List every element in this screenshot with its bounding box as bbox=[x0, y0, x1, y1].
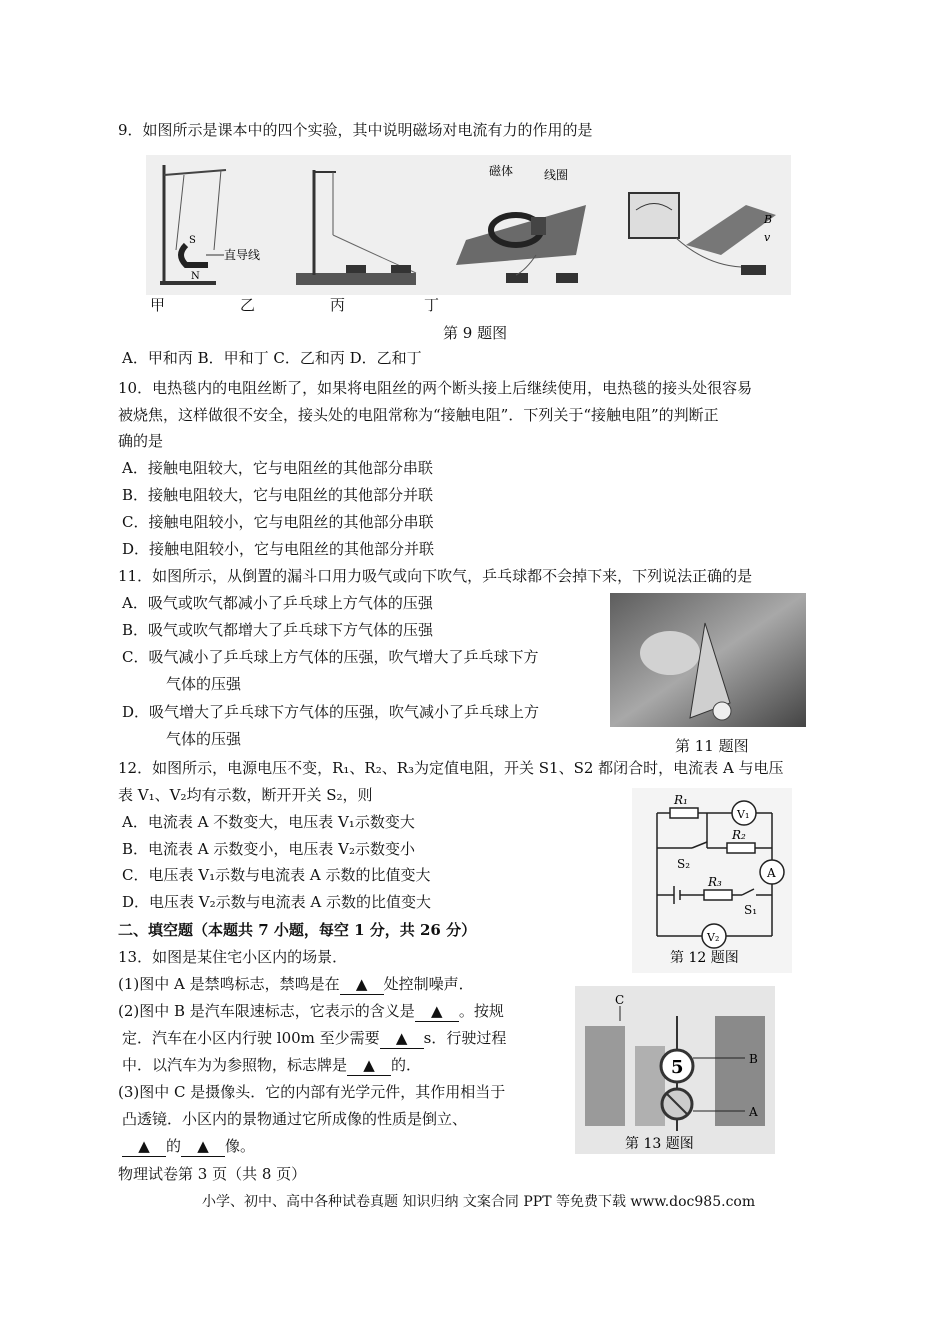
q9-fig-label-jia: 甲 bbox=[150, 296, 166, 314]
q12-V1-label: V₁ bbox=[737, 808, 750, 821]
q13-blank-2[interactable]: ▲ bbox=[415, 1001, 459, 1022]
q13-blank-3[interactable]: ▲ bbox=[380, 1028, 424, 1049]
q10-option-d: D．接触电阻较小，它与电阻丝的其他部分并联 bbox=[122, 540, 435, 558]
q9-B-label: B bbox=[764, 213, 773, 226]
q11-option-d: D．吸气增大了乒乓球下方气体的压强，吹气减小了乒乓球上方 bbox=[122, 703, 540, 721]
q12-option-a: A．电流表 A 不数变大，电压表 V₁示数变大 bbox=[122, 813, 415, 831]
q13-blank-1[interactable]: ▲ bbox=[340, 974, 384, 995]
q13-part3: (3)图中 C 是摄像头．它的内部有光学元件，其作用相当于 bbox=[118, 1083, 506, 1101]
q9-options: A．甲和丙 B．甲和丁 C．乙和丙 D．乙和丁 bbox=[122, 349, 422, 367]
q11-photo bbox=[610, 593, 806, 727]
q10-stem-line-1: 10．电热毯内的电阻丝断了，如果将电阻丝的两个断头接上后继续使用，电热毯的接头处很容易 bbox=[118, 379, 753, 397]
q13-part2-cont2: 中．以汽车为为参照物，标志牌是 ▲ 的． bbox=[122, 1056, 422, 1074]
q9-figure bbox=[146, 155, 791, 295]
q9-coil-label: 线圈 bbox=[544, 168, 569, 182]
q12-circuit bbox=[632, 788, 792, 973]
q11-caption: 第 11 题图 bbox=[675, 737, 749, 755]
q11-option-b: B．吸气或吹气都增大了乒乓球下方气体的压强 bbox=[122, 621, 434, 639]
q12-R3-label: R₃ bbox=[708, 875, 722, 889]
q9-fig-label-yi: 乙 bbox=[240, 296, 256, 314]
q12-R1-label: R₁ bbox=[674, 793, 688, 807]
q12-R2-label: R₂ bbox=[732, 828, 746, 842]
q12-A-label: A bbox=[767, 866, 776, 880]
q12-S1-label: S₁ bbox=[744, 903, 758, 917]
q12-stem-line-2: 表 V₁、V₂均有示数，断开开关 S₂，则 bbox=[118, 786, 373, 804]
q9-magnet-label: 磁体 bbox=[489, 164, 514, 178]
q12-option-b: B．电流表 A 示数变小，电压表 V₂示数变小 bbox=[122, 840, 416, 858]
q13-C-label: C bbox=[615, 993, 625, 1007]
q10-option-c: C．接触电阻较小，它与电阻丝的其他部分串联 bbox=[122, 513, 434, 531]
q11-option-c: C．吸气减小了乒乓球上方气体的压强，吹气增大了乒乓球下方 bbox=[122, 648, 539, 666]
q13-blank-4[interactable]: ▲ bbox=[347, 1055, 391, 1076]
q9-fig-label-ding: 丁 bbox=[424, 296, 440, 314]
q9-caption: 第 9 题图 bbox=[443, 324, 508, 342]
q9-stem: 9．如图所示是课本中的四个实验，其中说明磁场对电流有力的作用的是 bbox=[118, 121, 593, 139]
q13-blank-5[interactable]: ▲ bbox=[122, 1136, 166, 1157]
q11-stem: 11．如图所示，从倒置的漏斗口用力吸气或向下吹气，乒乓球都不会掉下来，下列说法正确的是 bbox=[118, 567, 753, 585]
q12-V2-label: V₂ bbox=[707, 931, 720, 944]
q10-stem-line-2: 被烧焦，这样做很不安全，接头处的电阻常称为“接触电阻”．下列关于“接触电阻”的判断正 bbox=[118, 406, 719, 424]
q13-part2-cont1: 定．汽车在小区内行驶 l00m 至少需要 ▲ s．行驶过程 bbox=[122, 1029, 507, 1047]
q9-S-label: S bbox=[189, 235, 196, 246]
q12-S2-label: S₂ bbox=[677, 857, 691, 871]
q13-figure bbox=[575, 986, 775, 1154]
q11-option-a: A．吸气或吹气都减小了乒乓球上方气体的压强 bbox=[122, 594, 433, 612]
q11-option-d-cont: 气体的压强 bbox=[166, 730, 242, 748]
page-footer: 物理试卷第 3 页（共 8 页） bbox=[118, 1165, 307, 1183]
q13-B-label: B bbox=[749, 1052, 758, 1066]
q13-part3-cont1: 凸透镜．小区内的景物通过它所成像的性质是倒立、 bbox=[122, 1110, 468, 1128]
q13-part2: (2)图中 B 是汽车限速标志，它表示的含义是 ▲ 。按规 bbox=[118, 1002, 504, 1020]
q10-option-b: B．接触电阻较大，它与电阻丝的其他部分并联 bbox=[122, 486, 434, 504]
q12-caption: 第 12 题图 bbox=[670, 950, 739, 966]
q9-v-label: v bbox=[764, 231, 771, 244]
download-ad: 小学、初中、高中各种试卷真题 知识归纳 文案合同 PPT 等免费下载 www.doc985.com bbox=[202, 1194, 756, 1210]
q13-speed-sign-value: 5 bbox=[671, 1057, 684, 1078]
q13-part3-cont2: ▲ 的 ▲ 像。 bbox=[122, 1136, 255, 1157]
q13-part1: (1)图中 A 是禁鸣标志，禁鸣是在 ▲ 处控制噪声． bbox=[118, 975, 474, 993]
q9-wire-label: 直导线 bbox=[224, 248, 261, 262]
q13-blank-6[interactable]: ▲ bbox=[181, 1136, 225, 1157]
q9-fig-label-bing: 丙 bbox=[330, 296, 346, 314]
q10-stem-line-3: 确的是 bbox=[118, 432, 164, 450]
q13-caption: 第 13 题图 bbox=[625, 1136, 694, 1152]
q9-N-label: N bbox=[191, 271, 200, 282]
q11-option-c-cont: 气体的压强 bbox=[166, 675, 242, 693]
q12-option-c: C．电压表 V₁示数与电流表 A 示数的比值变大 bbox=[122, 866, 431, 884]
q13-stem: 13．如图是某住宅小区内的场景． bbox=[118, 948, 348, 966]
q10-option-a: A．接触电阻较大，它与电阻丝的其他部分串联 bbox=[122, 459, 433, 477]
q12-option-d: D．电压表 V₂示数与电流表 A 示数的比值变大 bbox=[122, 893, 432, 911]
q13-A-label: A bbox=[749, 1105, 758, 1119]
q12-stem-line-1: 12．如图所示，电源电压不变，R₁、R₂、R₃为定值电阻，开关 S1、S2 都闭合时，电流表 A 与电压 bbox=[118, 759, 784, 777]
section-2-heading: 二、填空题（本题共 7 小题，每空 1 分，共 26 分） bbox=[118, 921, 477, 939]
